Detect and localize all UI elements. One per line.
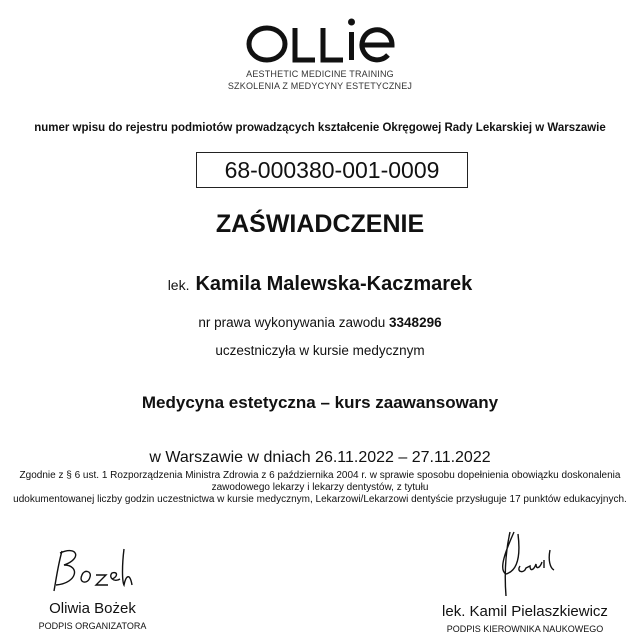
legal-line-2: udokumentowanej liczby godzin uczestnictwa w kursie medycznym, Lekarzowi/Lekarzowi dentyście przysługuje 17 punktów edukacyjnych. [13,494,627,505]
course-name: Medycyna estetyczna – kurs zaawansowany [141,393,499,412]
recipient [0,273,640,296]
legal-line-1: Zgodnie z § 6 ust. 1 Rozporządzenia Ministra Zdrowia z 6 października 2004 r. w sprawie sposobu dopełnienia obowiązku doskonalenia zawodowego lekarzy i lekarzy dentystów, z tytułu [19,470,621,493]
scientific-director-role: PODPIS KIEROWNIKA NAUKOWEGO [446,624,604,634]
registry-text: numer wpisu do rejestru podmiotów prowadzących kształcenie Okręgowej Rady Lekarskiej w Warszawie [34,122,606,134]
participation-text: uczestniczyła w kursie medycznym [215,343,425,358]
scientific-director-name: lek. Kamil Pielaszkiewicz [442,603,608,620]
organizer-signature [30,545,155,631]
logo-tagline-pl: SZKOLENIA Z MEDYCYNY ESTETYCZNEJ [227,81,413,91]
license-number: 3348296 [389,315,442,330]
legal-notice [6,470,634,506]
recipient-prefix: lek. [167,277,190,293]
logo-tagline-en: AESTHETIC MEDICINE TRAINING [246,69,394,79]
organizer-name: Oliwia Bożek [49,600,136,617]
course-date: w Warszawie w dniach 26.11.2022 – 27.11.2022 [149,449,491,466]
organizer-role: PODPIS ORGANIZATORA [38,621,147,631]
license-label: nr prawa wykonywania zawodu [198,315,386,330]
registry-number: 68-000380-001-0009 [196,152,468,188]
certificate-title: ZAŚWIADCZENIE [215,210,425,238]
logo [0,14,640,75]
license [0,315,640,330]
ollie-logo-icon [245,14,395,66]
scientific-director-signature [425,530,625,634]
recipient-name: Kamila Malewska-Kaczmarek [195,273,473,295]
handwritten-signature-icon [48,545,138,595]
handwritten-signature-icon [480,530,570,598]
